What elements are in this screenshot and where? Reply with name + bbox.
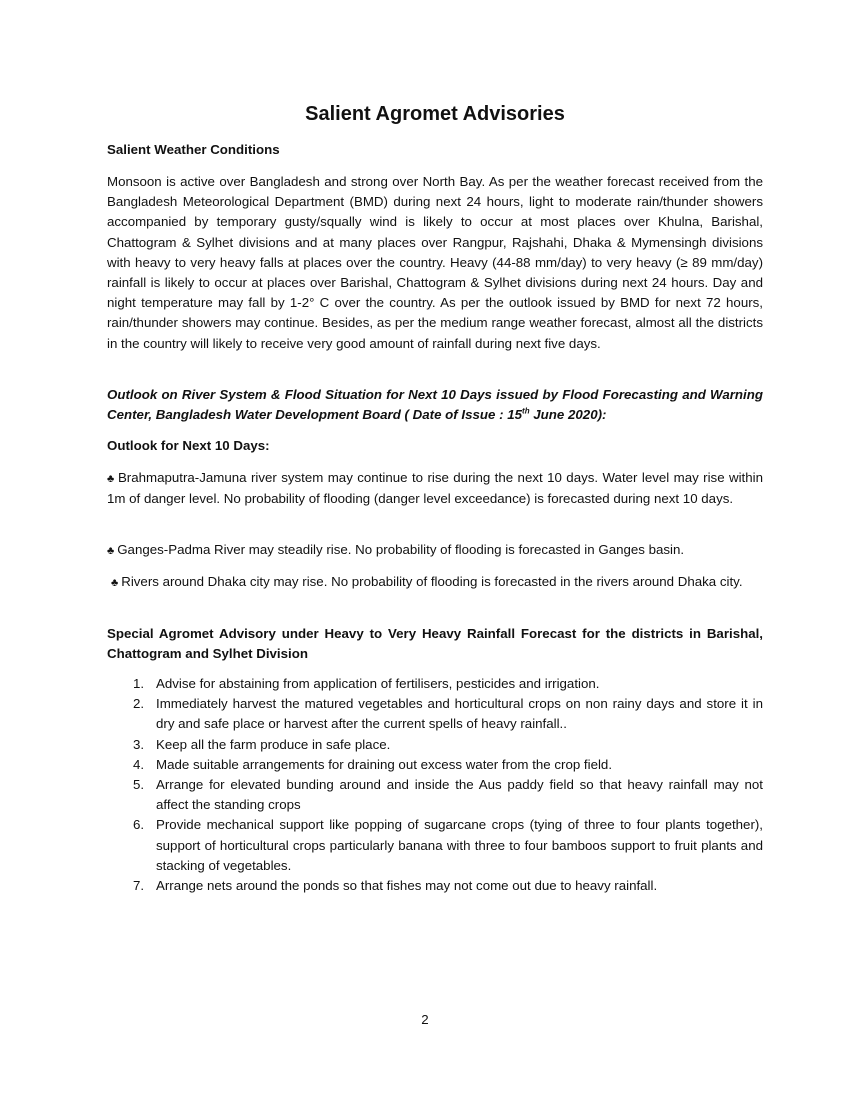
list-item-number: 5. — [133, 777, 145, 793]
list-item — [107, 674, 763, 694]
list-item — [107, 694, 763, 734]
page-number: 2 — [421, 1012, 429, 1027]
river-bullet — [107, 572, 763, 593]
club-bullet-icon: ♣ — [107, 473, 115, 485]
list-item-text: Keep all the farm produce in safe place. — [156, 736, 391, 752]
club-bullet-icon: ♣ — [107, 545, 115, 557]
river-bullet — [107, 468, 763, 509]
list-item-text: Made suitable arrangements for draining out excess water from the crop field. — [156, 756, 613, 772]
river-outlook-heading-text: Outlook on River System & Flood Situation for Next 10 Days issued by Flood Forecasting and Warning Center, Bangladesh Water Development Board ( Date of Issue : 15 — [107, 387, 763, 423]
river-bullet — [107, 540, 763, 561]
river-bullet-text: Rivers around Dhaka city may rise. No probability of flooding is forecasted in the rivers around Dhaka city. — [121, 574, 743, 589]
list-item-text: Advise for abstaining from application of fertilisers, pesticides and irrigation. — [156, 676, 600, 691]
list-item — [107, 755, 763, 775]
advisory-list — [107, 674, 763, 896]
list-item-number: 6. — [133, 817, 145, 833]
list-item-number: 7. — [133, 878, 145, 894]
river-outlook-heading-sup: th — [522, 406, 530, 416]
section-heading-weather: Salient Weather Conditions — [107, 142, 280, 157]
list-item-number: 4. — [133, 756, 145, 772]
river-bullet-text: Brahmaputra-Jamuna river system may continue to rise during the next 10 days. Water level may rise within 1m of danger level. No probability of flooding (danger level exceedance) is forecasted during next 10 days. — [107, 470, 763, 507]
outlook-10days-heading: Outlook for Next 10 Days: — [107, 438, 270, 453]
river-bullet-text: Ganges-Padma River may steadily rise. No probability of flooding is forecasted in Ganges basin. — [117, 542, 685, 557]
list-item — [107, 815, 763, 876]
list-item-number: 2. — [133, 696, 145, 712]
list-item-number: 3. — [133, 736, 145, 752]
weather-paragraph: Monsoon is active over Bangladesh and strong over North Bay. As per the weather forecast received from the Bangladesh Meteorological Department (BMD) during next 24 hours, light to moderate rain/thunder showers accompanied by temporary gusty/squally wind is likely to occur at most places over Khulna, Barishal, Chattogram & Sylhet divisions and at many places over Rangpur, Rajshahi, Dhaka & Mymensingh divisions with heavy to very heavy falls at places over the country. Heavy (44-88 mm/day) to very heavy (≥ 89 mm/day) rainfall is likely to occur at places over Barishal, Chattogram & Sylhet divisions during next 24 hours. Day and night temperature may fall by 1-2° C over the country. As per the outlook issued by BMD for next 72 hours, rain/thunder showers may continue. Besides, as per the medium range weather forecast, almost all the districts in the country will likely to receive very good amount of rainfall during next five days. — [107, 174, 763, 351]
list-item-text: Arrange nets around the ponds so that fishes may not come out due to heavy rainfall. — [156, 878, 658, 894]
page-title: Salient Agromet Advisories — [305, 103, 565, 125]
list-item-text: Arrange for elevated bunding around and inside the Aus paddy field so that heavy rainfall may not affect the standing crops — [156, 777, 763, 813]
club-bullet-icon: ♣ — [111, 577, 119, 589]
list-item-text: Provide mechanical support like popping of sugarcane crops (tying of three to four plants together), support of horticultural crops particularly banana with three to four bamboos support to fruit plants and stacking of vegetables. — [156, 817, 763, 873]
river-outlook-heading-date-end: June 2020): — [529, 407, 607, 423]
list-item — [107, 876, 763, 896]
list-item — [107, 775, 763, 815]
special-advisory-heading: Special Agromet Advisory under Heavy to Very Heavy Rainfall Forecast for the districts in Barishal, Chattogram and Sylhet Division — [107, 626, 763, 662]
list-item — [107, 735, 763, 755]
list-item-text: Immediately harvest the matured vegetables and horticultural crops on non rainy days and store it in dry and safe place or harvest after the current spells of heavy rainfall.. — [156, 696, 763, 732]
list-item-number: 1. — [133, 676, 145, 691]
river-outlook-heading — [107, 385, 763, 425]
